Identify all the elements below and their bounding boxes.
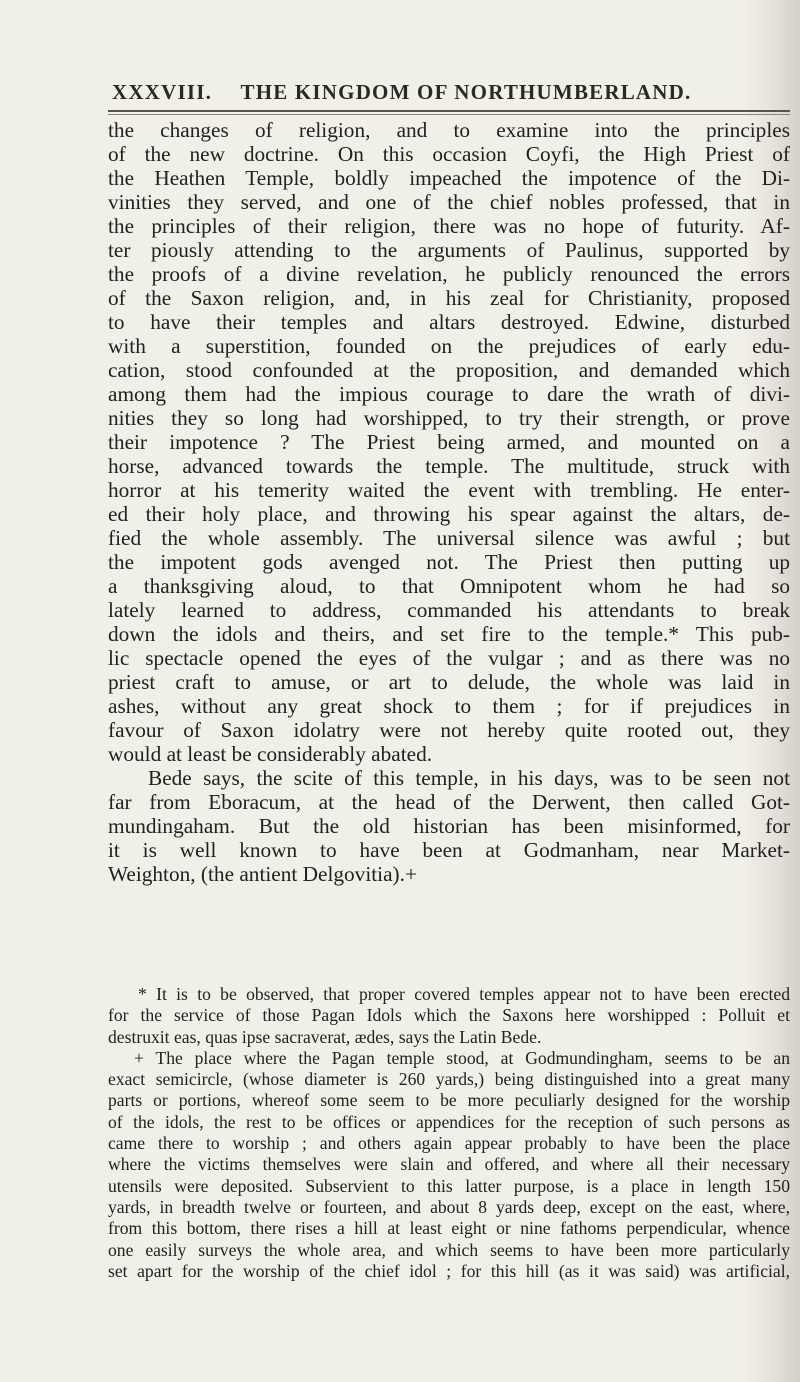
body-line: among them had the impious courage to dare the wrath of divi- [108, 382, 790, 406]
footnote-line: * It is to be observed, that proper covered temples appear not to have been erected [138, 984, 790, 1004]
body-line: a thanksgiving aloud, to that Omnipotent whom he had so [108, 574, 790, 598]
footnote-line: set apart for the worship of the chief idol ; for this hill (as it was said) was artificial, [108, 1260, 790, 1281]
footnote-line: where the victims themselves were slain and offered, and where all their necessary [108, 1154, 790, 1175]
footnote-line: came there to worship ; and others again appear probably to have been the place [108, 1133, 790, 1154]
body-text [108, 118, 790, 886]
body-line: horse, advanced towards the temple. The multitude, struck with [108, 454, 790, 478]
footnote-line: + The place where the Pagan temple stood, at Godmundingham, seems to be an [134, 1047, 790, 1068]
body-line: the Heathen Temple, boldly impeached the impotence of the Di- [108, 166, 790, 190]
body-line: Bede says, the scite of this temple, in his days, was to be seen not [148, 766, 790, 790]
body-line: the impotent gods avenged not. The Priest then putting up [108, 550, 790, 574]
footnote-line: yards, in breadth twelve or fourteen, and about 8 yards deep, except on the east, where, [108, 1196, 790, 1217]
footnote-line: destruxit eas, quas ipse sacraverat, ædes, says the Latin Bede. [108, 1026, 542, 1047]
body-line: vinities they served, and one of the chief nobles professed, that in [108, 190, 790, 214]
body-line: would at least be considerably abated. [108, 742, 433, 766]
page-folio: XXXVIII. [112, 80, 213, 104]
body-line: ed their holy place, and throwing his spear against the altars, de- [108, 502, 790, 526]
footnote-line: parts or portions, whereof some seem to be more peculiarly designed for the worship [108, 1090, 790, 1111]
body-line: of the new doctrine. On this occasion Coyfi, the High Priest of [108, 142, 790, 166]
body-line: the principles of their religion, there was no hope of futurity. Af- [108, 214, 790, 238]
body-line: favour of Saxon idolatry were not hereby quite rooted out, they [108, 718, 790, 742]
header-rule [108, 110, 790, 112]
body-line: horror at his temerity waited the event with trembling. He enter- [108, 478, 790, 502]
header-rule-thin [108, 114, 790, 115]
body-line: to have their temples and altars destroyed. Edwine, disturbed [108, 310, 790, 334]
body-line: far from Eboracum, at the head of the Derwent, then called Got- [108, 790, 790, 814]
body-line: ashes, without any great shock to them ; for if prejudices in [108, 694, 790, 718]
body-line: cation, stood confounded at the proposition, and demanded which [108, 358, 790, 382]
body-line: ter piously attending to the arguments of Paulinus, supported by [108, 238, 790, 262]
footnotes [108, 984, 790, 1282]
body-line: down the idols and theirs, and set fire to the temple.* This pub- [108, 622, 790, 646]
footnote-line: exact semicircle, (whose diameter is 260 yards,) being distinguished into a great many [108, 1069, 790, 1090]
running-head [112, 80, 712, 110]
body-line: nities they so long had worshipped, to try their strength, or prove [108, 406, 790, 430]
footnote-line: one easily surveys the whole area, and which seems to have been more particularly [108, 1239, 790, 1260]
body-line: priest craft to amuse, or art to delude, the whole was laid in [108, 670, 790, 694]
body-line: with a superstition, founded on the prejudices of early edu- [108, 334, 790, 358]
footnote-line: utensils were deposited. Subservient to this latter purpose, is a place in length 150 [108, 1175, 790, 1196]
footnote-line: for the service of those Pagan Idols which the Saxons here worshipped : Polluit et [108, 1005, 790, 1026]
body-line: Weighton, (the antient Delgovitia).+ [108, 862, 417, 886]
body-line: the proofs of a divine revelation, he publicly renounced the errors [108, 262, 790, 286]
body-line: fied the whole assembly. The universal silence was awful ; but [108, 526, 790, 550]
body-line: mundingaham. But the old historian has been misinformed, for [108, 814, 790, 838]
body-line: lic spectacle opened the eyes of the vulgar ; and as there was no [108, 646, 790, 670]
body-line: the changes of religion, and to examine into the principles [108, 118, 790, 142]
body-line: lately learned to address, commanded his attendants to break [108, 598, 790, 622]
footnote-line: from this bottom, there rises a hill at least eight or nine fathoms perpendicular, whence [108, 1218, 790, 1239]
body-line: of the Saxon religion, and, in his zeal for Christianity, proposed [108, 286, 790, 310]
chapter-title: THE KINGDOM OF NORTHUMBERLAND. [240, 80, 692, 104]
body-line: it is well known to have been at Godmanham, near Market- [108, 838, 790, 862]
footnote-line: of the idols, the rest to be offices or appendices for the reception of such persons as [108, 1111, 790, 1132]
body-line: their impotence ? The Priest being armed, and mounted on a [108, 430, 790, 454]
